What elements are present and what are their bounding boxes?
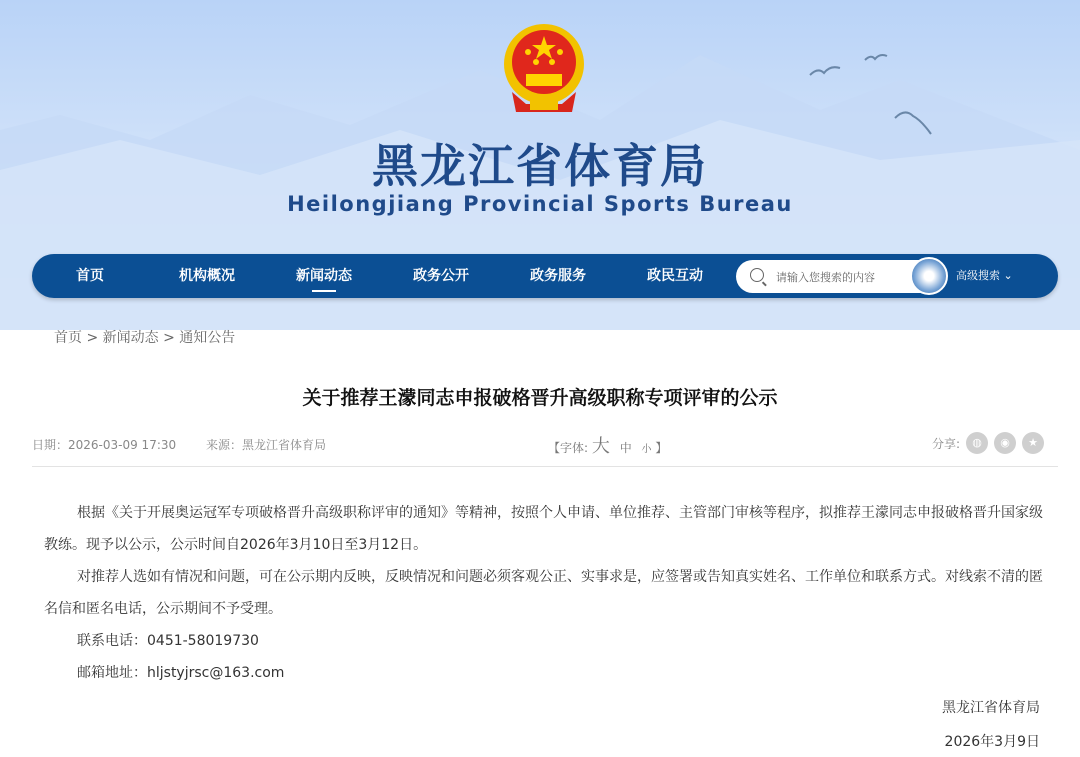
article-meta (32, 436, 326, 453)
article-title: 关于推荐王濛同志申报破格晋升高级职称专项评审的公示 (302, 387, 778, 409)
weibo-share-icon[interactable]: ◉ (994, 432, 1016, 454)
search-input[interactable] (776, 267, 916, 287)
contact-phone: 联系电话：0451-58019730 (77, 633, 259, 649)
article-date: 日期：2026-03-09 17:30 (32, 438, 177, 452)
article-body (44, 497, 1044, 689)
nav-news[interactable]: 新闻动态 (274, 254, 374, 298)
main-nav (32, 254, 1058, 298)
article-source: 来源：黑龙江省体育局 (205, 438, 326, 452)
nav-organization[interactable]: 机构概况 (179, 268, 235, 284)
share-bar (932, 432, 1044, 454)
font-size-label: 【字体: (548, 441, 589, 455)
breadcrumb: 首页 > 新闻动态 > 通知公告 (54, 330, 236, 346)
breadcrumb-news[interactable]: 新闻动态 (102, 330, 159, 346)
sign-date: 2026年3月9日 (944, 734, 1040, 750)
site-title-en: Heilongjiang Provincial Sports Bureau (287, 192, 793, 216)
wechat-share-icon[interactable]: ◍ (966, 432, 988, 454)
paragraph: 对推荐人选如有情况和问题，可在公示期内反映，反映情况和问题必须客观公正、实事求是，应签署或告知真实姓名、工作单位和联系方式。对线索不清的匿名信和匿名电话，公示期间不予受理。 (44, 569, 1043, 617)
breadcrumb-home[interactable]: 首页 (54, 330, 82, 346)
font-size-label-close: 】 (655, 441, 668, 455)
font-medium-button[interactable]: 中 (619, 441, 632, 455)
site-title-cn: 黑龙江省体育局 (372, 139, 708, 193)
share-label: 分享: (932, 436, 961, 451)
national-emblem-logo (502, 24, 586, 114)
font-large-button[interactable]: 大 (591, 436, 610, 457)
search-button[interactable] (910, 257, 948, 295)
nav-interaction[interactable]: 政民互动 (647, 268, 703, 284)
nav-gov-services[interactable]: 政务服务 (530, 268, 586, 284)
search-icon (750, 268, 764, 282)
favorite-star-icon[interactable]: ★ (1022, 432, 1044, 454)
breadcrumb-notices[interactable]: 通知公告 (179, 330, 236, 346)
signature: 黑龙江省体育局 (942, 700, 1040, 716)
nav-gov-affairs[interactable]: 政务公开 (413, 268, 469, 284)
bird-icon (810, 67, 840, 75)
divider (32, 466, 1058, 467)
paragraph: 根据《关于开展奥运冠军专项破格晋升高级职称评审的通知》等精神，按照个人申请、单位推荐、主管部门审核等程序，拟推荐王濛同志申报破格晋升国家级教练。现予以公示，公示时间自2026年3月10日至3月12日。 (44, 505, 1043, 553)
contact-email: 邮箱地址：hljstyjrsc@163.com (77, 665, 285, 681)
bird-icon (865, 55, 887, 60)
font-small-button[interactable]: 小 (641, 444, 652, 455)
search-box (736, 260, 936, 293)
nav-home[interactable]: 首页 (76, 268, 104, 284)
font-size-control (548, 432, 667, 458)
advanced-search-link[interactable]: 高级搜索 ⌄ (956, 269, 1013, 282)
